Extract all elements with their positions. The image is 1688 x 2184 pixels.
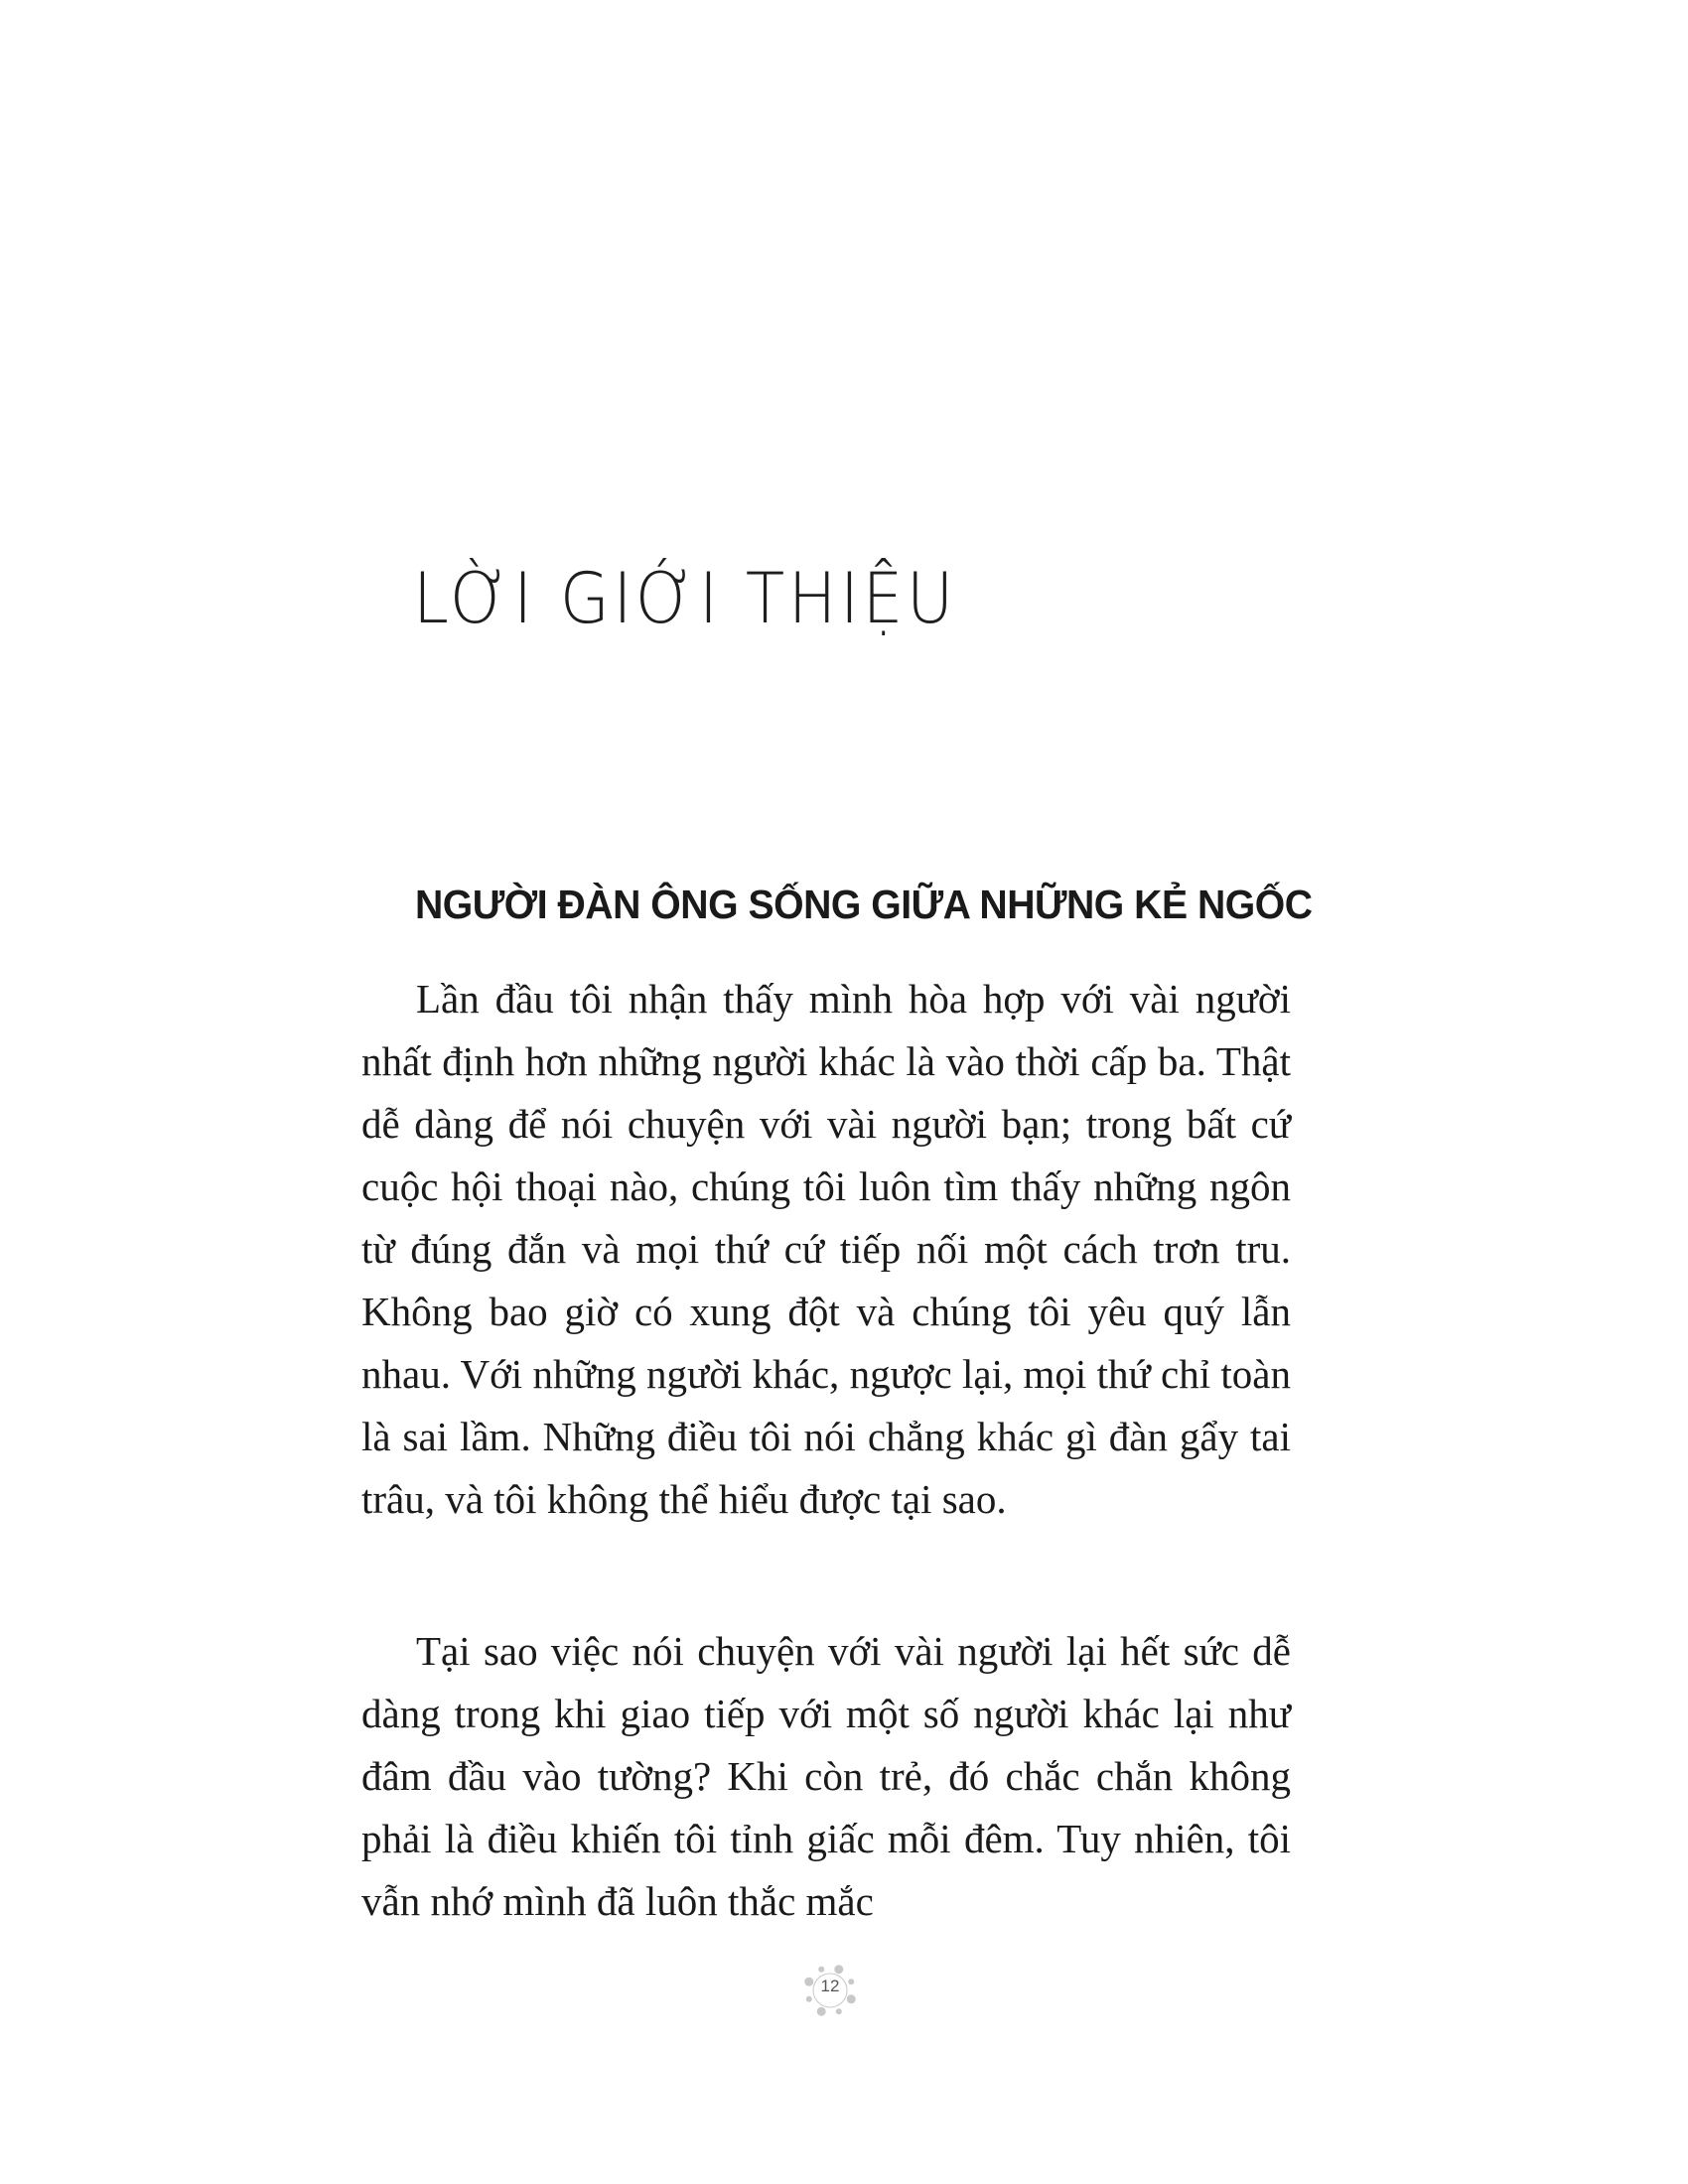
chapter-title: LỜI GIỚI THIỆU xyxy=(413,558,957,639)
ornament-dot xyxy=(836,2008,842,2014)
ornament-dot xyxy=(817,2007,826,2016)
body-paragraph-1: Lần đầu tôi nhận thấy mình hòa hợp với vài người nhất định hơn những người khác là vào thời cấp ba. Thật dễ dàng để nói chuyện với vài người bạn; trong bất cứ cuộc hội thoại nào, chúng tôi luôn tìm thấy những ngôn từ đúng đắn và mọi thứ cứ tiếp nối một cách trơn tru. Không bao giờ có xung đột và chúng tôi yêu quý lẫn nhau. Với những người khác, ngược lại, mọi thứ chỉ toàn là sai lầm. Những điều tôi nói chẳng khác gì đàn gẩy tai trâu, và tôi không thể hiểu được tại sao. xyxy=(361,976,1291,1522)
ornament-dot xyxy=(847,1994,856,2003)
ornament-dot xyxy=(818,1967,824,1973)
ornament-dot xyxy=(806,1996,812,2002)
ornament-dot xyxy=(834,1965,843,1974)
body-paragraph-2: Tại sao việc nói chuyện với vài người lại hết sức dễ dàng trong khi giao tiếp với một số người khác lại như đâm đầu vào tường? Khi còn trẻ, đó chắc chắn không phải là điều khiến tôi tỉnh giấc mỗi đêm. Tuy nhiên, tôi vẫn nhớ mình đã luôn thắc mắc xyxy=(361,1628,1291,1924)
page-number: 12 xyxy=(820,1977,840,1995)
page-number-ornament xyxy=(802,1963,858,2018)
section-heading: NGƯỜI ĐÀN ÔNG SỐNG GIỮA NHỮNG KẺ NGỐC xyxy=(415,882,1313,927)
